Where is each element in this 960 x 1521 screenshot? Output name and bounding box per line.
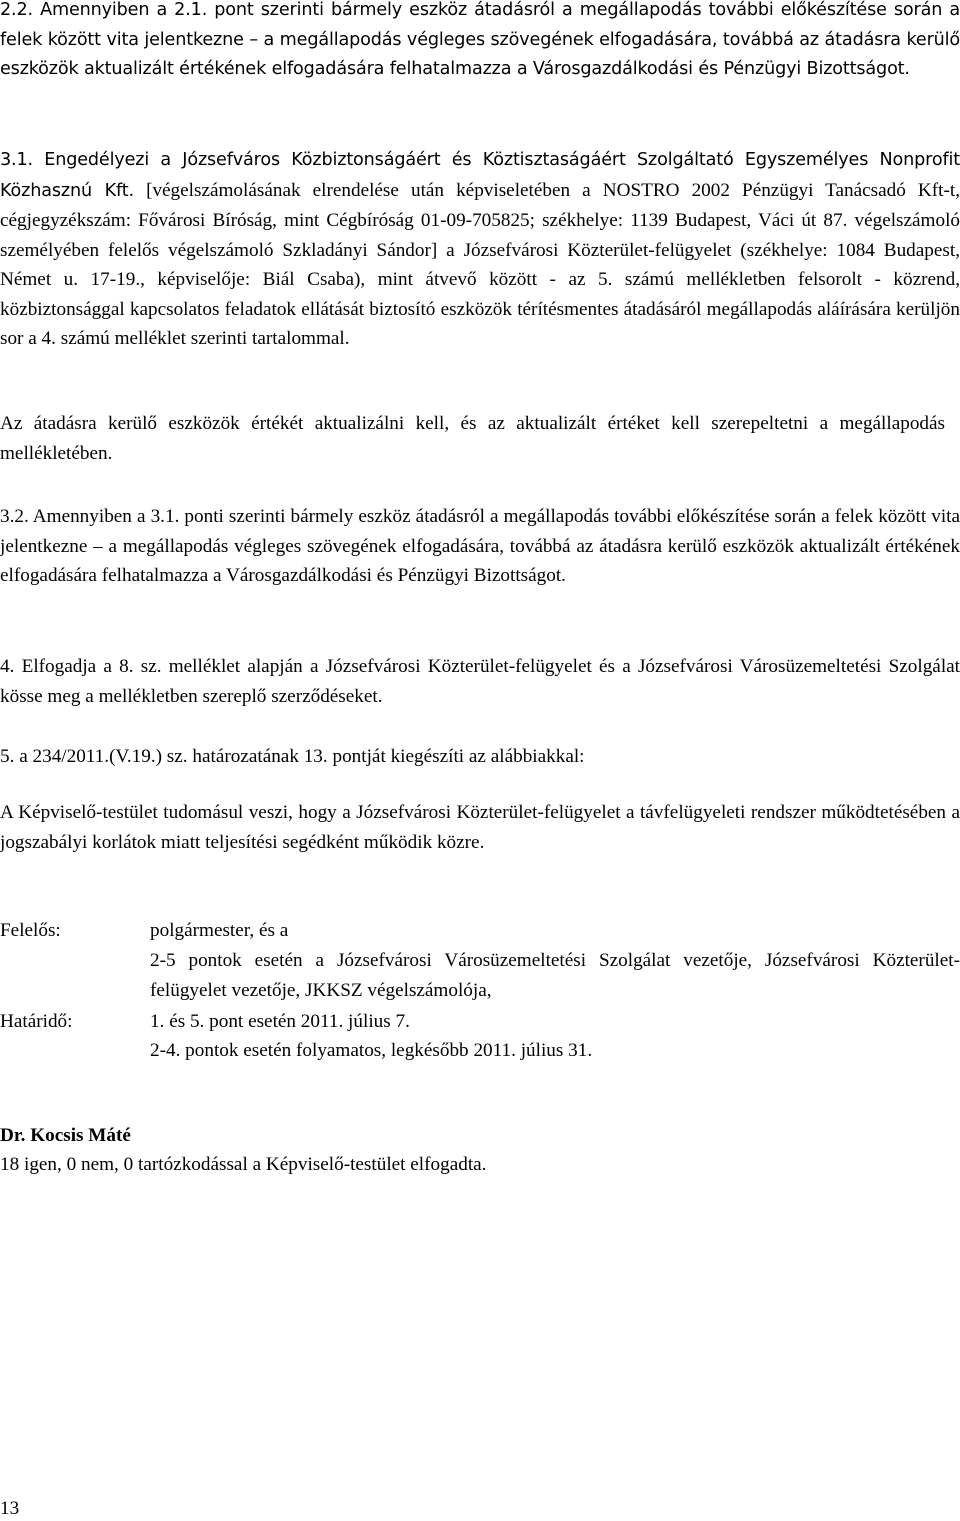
paragraph-3-1-lead: 3.1. Engedélyezi a Józsefváros Közbiztonságáért és Köztisztaságáért Szolgáltató Egyszemélyes Nonprofit Közhasznú Kft. [0,150,960,201]
felelos-label: Felelős: [0,920,61,941]
paragraph-5-body: A Képviselő-testület tudomásul veszi, hogy a Józsefvárosi Közterület-felügyelet a távfelügyeleti rendszer működtetésében a jogszabályi korlátok miatt teljesítési segédként működik közre. [0,802,960,853]
page-number: 13 [0,1498,20,1519]
paragraph-5: 5. a 234/2011.(V.19.) sz. határozatának 13. pontját kiegészíti az alábbiakkal: [0,746,585,767]
paragraph-2-2: 2.2. Amennyiben a 2.1. pont szerinti bármely eszköz átadásról a megállapodás további előkészítése során a felek között vita jelentkezne – a megállapodás végleges szövegének elfogadására, továbbá az átadásra kerülő eszközök aktualizált értékének elfogadására felhatalmazza a Városgazdálkodási és Pénzügyi Bizottságot. [0,0,960,79]
felelos-line-2: 2-5 pontok esetén a Józsefvárosi Városüzemeltetési Szolgálat vezetője, Józsefvárosi Közterület-felügyelet vezetője, JKKSZ végelszámolója, [150,950,960,1001]
hatarido-label: Határidő: [0,1011,73,1032]
paragraph-3-1-valuation: Az átadásra kerülő eszközök értékét aktualizálni kell, és az aktualizált értéket kell szerepeltetni a megállapodás mellékletében. [0,413,945,464]
paragraph-3-1-body: [végelszámolásának elrendelése után képviseletében a NOSTRO 2002 Pénzügyi Tanácsadó Kft-t, cégjegyzékszám: Fővárosi Bíróság, mint Cégbíróság 01-09-705825; székhelye: 1139 Budapest, Váci út 87. végelszámoló személyében felelős végelszámoló Szkladányi Sándor] a Józsefvárosi Közterület-felügyelet (székhelye: 1084 Budapest, Német u. 17-19., képviselője: Biál Csaba), mint átvevő között - az 5. számú mellékletben felsorolt - közrend, közbiztonsággal kapcsolatos feladatok ellátását biztosító eszközök térítésmentes átadásáról megállapodás aláírására kerüljön sor a 4. számú melléklet szerinti tartalommal. [0,179,960,349]
felelos-line-1: polgármester, és a [150,920,289,941]
vote-result: 18 igen, 0 nem, 0 tartózkodással a Képviselő-testület elfogadta. [0,1154,487,1175]
hatarido-line-1: 1. és 5. pont esetén 2011. július 7. [150,1011,410,1032]
paragraph-4: 4. Elfogadja a 8. sz. melléklet alapján a Józsefvárosi Közterület-felügyelet és a Józsefvárosi Városüzemeltetési Szolgálat kösse meg a mellékletben szereplő szerződéseket. [0,656,960,707]
signatory-name: Dr. Kocsis Máté [0,1125,131,1146]
hatarido-line-2: 2-4. pontok esetén folyamatos, legkésőbb 2011. július 31. [150,1040,593,1061]
paragraph-3-1 [0,145,960,354]
paragraph-3-2: 3.2. Amennyiben a 3.1. ponti szerinti bármely eszköz átadásról a megállapodás további előkészítése során a felek között vita jelentkezne – a megállapodás végleges szövegének elfogadására, továbbá az átadásra kerülő eszközök aktualizált értékének elfogadására felhatalmazza a Városgazdálkodási és Pénzügyi Bizottságot. [0,506,960,586]
